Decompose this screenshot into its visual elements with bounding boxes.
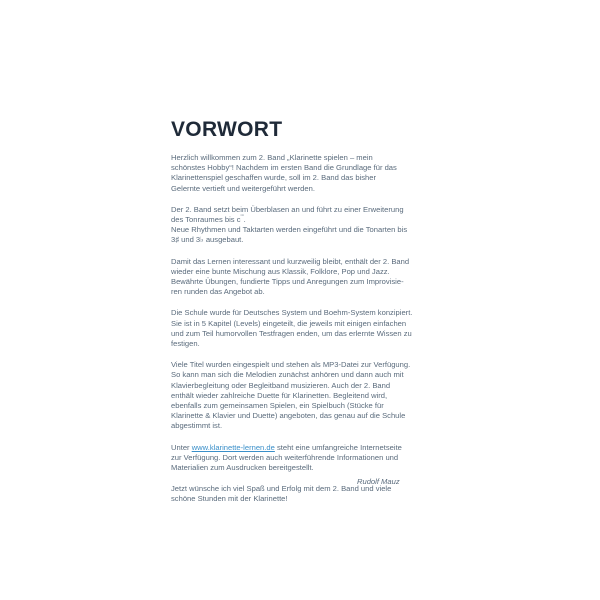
paragraph-range: [171, 205, 421, 246]
text-line: So kann man sich die Melodien zunächst anhören und dann auch mit: [171, 370, 404, 380]
text-line: Der 2. Band setzt beim Überblasen an und führt zu einer Erweiterung: [171, 204, 404, 214]
text-line: steht eine umfangreiche Internetseite: [274, 442, 402, 452]
text-line: Herzlich willkommen zum 2. Band „Klarinette spielen – mein: [171, 153, 373, 162]
text-line: enthält wieder zahlreiche Duette für Klarinetten. Begleitend wird,: [171, 390, 388, 400]
text-line: Sie ist in 5 Kapitel (Levels) eingeteilt, die jeweils mit einigen einfachen: [171, 318, 407, 328]
text-line: wieder eine bunte Mischung aus Klassik, Folklore, Pop und Jazz.: [171, 266, 390, 276]
paragraph-mp3: [171, 360, 421, 431]
text-line: Unter: [171, 442, 192, 452]
text-line: schöne Stunden mit der Klarinette!: [171, 494, 288, 504]
text-line-end: .: [243, 215, 246, 225]
text-line: Die Schule wurde für Deutsches System und Boehm-System konzipiert.: [171, 308, 413, 318]
text-line: Jetzt wünsche ich viel Spaß und Erfolg mit dem 2. Band und viele: [171, 484, 392, 494]
text-line: abgestimmt ist.: [171, 421, 223, 431]
website-link[interactable]: www.klarinette-lernen.de: [191, 442, 275, 452]
text-line: und zum Teil humorvollen Testfragen enden, um das erlernte Wissen zu: [171, 328, 412, 338]
text-line: Viele Titel wurden eingespielt und stehen als MP3-Datei zur Verfügung.: [171, 360, 411, 370]
text-line: 3♯ und 3♭ ausgebaut.: [171, 235, 244, 245]
text-line: Neue Rhythmen und Taktarten werden eingeführt und die Tonarten bis: [171, 225, 408, 235]
text-line: Damit das Lernen interessant und kurzweilig bleibt, enthält der 2. Band: [171, 256, 410, 266]
text-line: Klavierbegleitung oder Begleitband musizieren. Auch der 2. Band: [171, 380, 391, 390]
text-line: Gelernte vertieft und weitergeführt werden.: [171, 183, 315, 193]
author-signature: Rudolf Mauz: [357, 477, 400, 486]
text-line: zur Verfügung. Dort werden auch weiterführende Informationen und: [171, 452, 399, 462]
text-line: festigen.: [171, 339, 200, 349]
paragraph-system: [171, 308, 421, 349]
text-line: ren runden das Angebot ab.: [171, 287, 265, 297]
paragraph-content: [171, 257, 421, 298]
paragraph-closing: [171, 484, 421, 504]
text-line: schönstes Hobby“! Nachdem im ersten Band die Grundlage für das: [171, 163, 397, 173]
text-line: Bewährte Übungen, fundierte Tipps und Anregungen zum Improvisie-: [171, 277, 404, 287]
text-line: des Tonraumes bis c: [171, 215, 241, 225]
superscript-marks: ''': [240, 214, 244, 221]
paragraph-website: [171, 443, 421, 474]
page-title: VORWORT: [171, 118, 283, 141]
text-line: Klarinettenspiel geschaffen wurde, soll im 2. Band das bisher: [171, 173, 377, 183]
text-line: Materialien zum Ausdrucken bereitgestellt.: [171, 463, 314, 473]
preface-body: [171, 153, 421, 516]
text-line: Klarinette & Klavier und Duette) angeboten, das genau auf die Schule: [171, 411, 406, 421]
paragraph-welcome: [171, 153, 421, 194]
text-line: ebenfalls zum gemeinsamen Spielen, ein Spielbuch (Stücke für: [171, 401, 384, 411]
